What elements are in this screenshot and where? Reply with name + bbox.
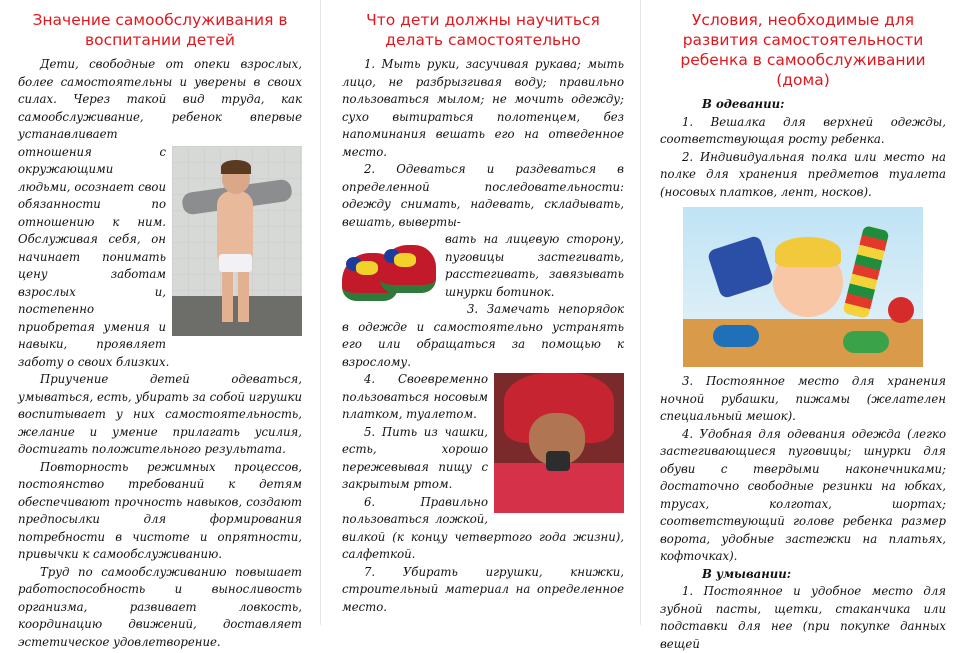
boy-with-towel-image: [172, 146, 302, 336]
subheading-washing: В умывании:: [702, 566, 792, 581]
condition-2: 2. Индивидуальная полка или место на полке для хранения предметов туалета (носовых платков, лент, носков).: [660, 149, 946, 199]
shoes-image: [342, 235, 437, 303]
col3-title: Условия, необходимые для развития самостоятельности ребенка в самообслуживании (дома): [680, 11, 926, 89]
girl-with-phone-image: [494, 373, 624, 513]
skill-item-4: 4. Своевременно пользоваться носовым платком, туалетом.: [342, 372, 488, 421]
skill-item-7: 7. Убирать игрушки, книжки, строительный материал на определенное место.: [342, 564, 624, 614]
skill-item-1: 1. Мыть руки, засучивая рукава; мыть лицо, не разбрызгивая воду; правильно пользоваться мылом; не мочить одежду; сухо вытираться полотенцем, без напоминания вешать его на отведенное место.: [342, 57, 624, 159]
child-dressing-illustration: [683, 207, 923, 367]
col1-paragraph-1b: отношения с окружающими людьми, осознает свои обязанности по отношению к ним. Обслуживая себя, он начинает понимать цену заботам взрослых и, постепенно приобретая умения и навыки, проявляет заботу о своих близких.: [18, 144, 170, 369]
condition-5: 1. Постоянное и удобное место для зубной пасты, щетки, стаканчика или подставки для нее (при покупке данных вещей: [660, 584, 946, 651]
column-self-service-importance: [0, 0, 320, 649]
col1-paragraph-1a: Дети, свободные от опеки взрослых, более самостоятельны и уверены в своих силах. Через такой вид труда, как самообслуживание, ребенок впервые устанавливает: [18, 57, 302, 141]
col1-paragraph-2: Приучение детей одеваться, умываться, есть, убирать за собой игрушки воспитывает у них самостоятельность, желание и умение прилагать усилия, достигать положительного результата.: [18, 372, 302, 456]
col2-title: Что дети должны научиться делать самостоятельно: [366, 11, 600, 49]
condition-3: 3. Постоянное место для хранения ночной рубашки, пижамы (желателен специальный мешок).: [660, 374, 946, 423]
condition-1: 1. Вешалка для верхней одежды, соответствующая росту ребенка.: [660, 114, 946, 146]
skill-item-2a: 2. Одеваться и раздеваться в определенной последовательности: одежду снимать, надевать, складывать, вешать, выверты-: [342, 162, 624, 229]
condition-4: 4. Удобная для одевания одежда (легко застегивающиеся пуговицы; шнурки для обуви с твердыми наконечниками; достаточно свободные резинки на юбках, трусах, колготах, шортах; соответствующий голове ребенка размер ворота, удобные застежки на платьях, кофточках).: [660, 426, 946, 563]
col1-paragraph-4: Труд по самообслуживанию повышает работоспособность и выносливость организма, развивает ловкость, координацию движений, доставляет эстетическое удовлетворение.: [18, 564, 302, 649]
skill-item-3: 3. Замечать непорядок в одежде и самостоятельно устранять его или обращаться за помощью к взрослому.: [342, 302, 624, 369]
skill-item-2b: вать на лицевую сторону, пуговицы застегивать, расстегивать, завязывать шнурки ботинок.: [445, 232, 624, 299]
subheading-dressing: В одевании:: [702, 97, 785, 111]
skill-item-6: 6. Правильно пользоваться ложкой, вилкой (к концу четвертого года жизни), салфеткой.: [342, 494, 624, 561]
col1-title: Значение самообслуживания в воспитании детей: [32, 11, 288, 49]
column-home-conditions: [640, 0, 960, 651]
skill-item-5: 5. Пить из чашки, есть, хорошо пережевывая пищу с закрытым ртом.: [342, 424, 488, 491]
col1-paragraph-3: Повторность режимных процессов, постоянство требований к детям обеспечивают прочность навыков, создают предпосылки для формирования потребности в чистоте и опрятности, привычки к самообслуживанию.: [18, 459, 302, 561]
column-skills-list: [320, 0, 640, 625]
